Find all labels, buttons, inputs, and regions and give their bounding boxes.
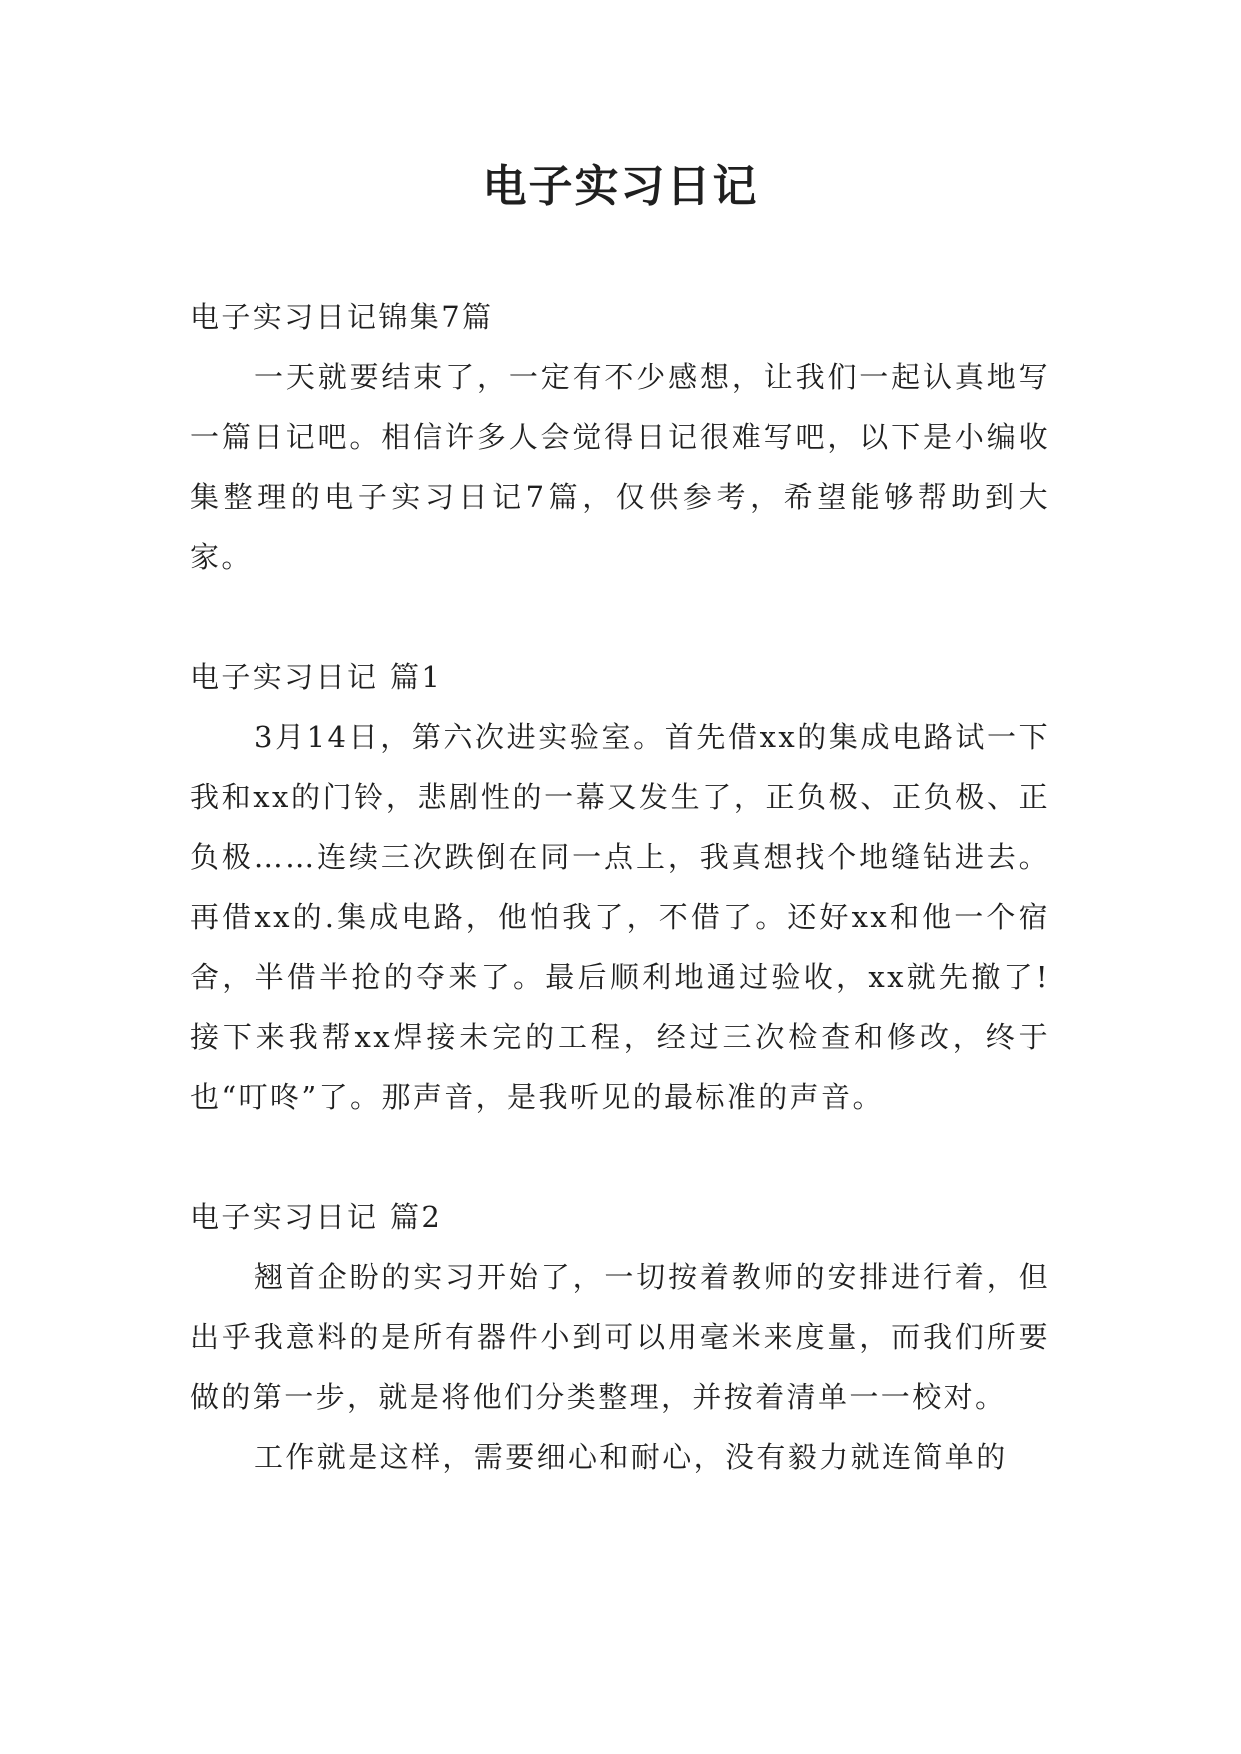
- collection-heading: 电子实习日记锦集7篇: [190, 300, 494, 334]
- section-paragraph: 3月14日，第六次进实验室。首先借xx的集成电路试一下我和xx的门铃，悲剧性的一幕又发生了，正负极、正负极、正负极……连续三次跌倒在同一点上，我真想找个地缝钻进去。再借xx的.集成电路，他怕我了，不借了。还好xx和他一个宿舍，半借半抢的夺来了。最后顺利地通过验收，xx就先撤了!接下来我帮xx焊接未完的工程，经过三次检查和修改，终于也“叮咚”了。那声音，是我听见的最标准的声音。: [190, 720, 1050, 1114]
- page-title: 电子实习日记: [482, 161, 759, 212]
- section-heading: 电子实习日记 篇1: [190, 660, 443, 694]
- section-paragraph: 工作就是这样，需要细心和耐心，没有毅力就连简单的: [254, 1440, 1008, 1474]
- intro-paragraph: 一天就要结束了，一定有不少感想，让我们一起认真地写一篇日记吧。相信许多人会觉得日记很难写吧，以下是小编收集整理的电子实习日记7篇，仅供参考，希望能够帮助到大家。: [190, 360, 1050, 574]
- section-heading: 电子实习日记 篇2: [190, 1200, 443, 1234]
- section-paragraph: 翘首企盼的实习开始了，一切按着教师的安排进行着，但出乎我意料的是所有器件小到可以用毫米来度量，而我们所要做的第一步，就是将他们分类整理，并按着清单一一校对。: [190, 1260, 1050, 1414]
- diary-section-1: [190, 647, 1050, 1127]
- diary-section-2: [190, 1187, 1050, 1487]
- document-body: [190, 287, 1050, 1487]
